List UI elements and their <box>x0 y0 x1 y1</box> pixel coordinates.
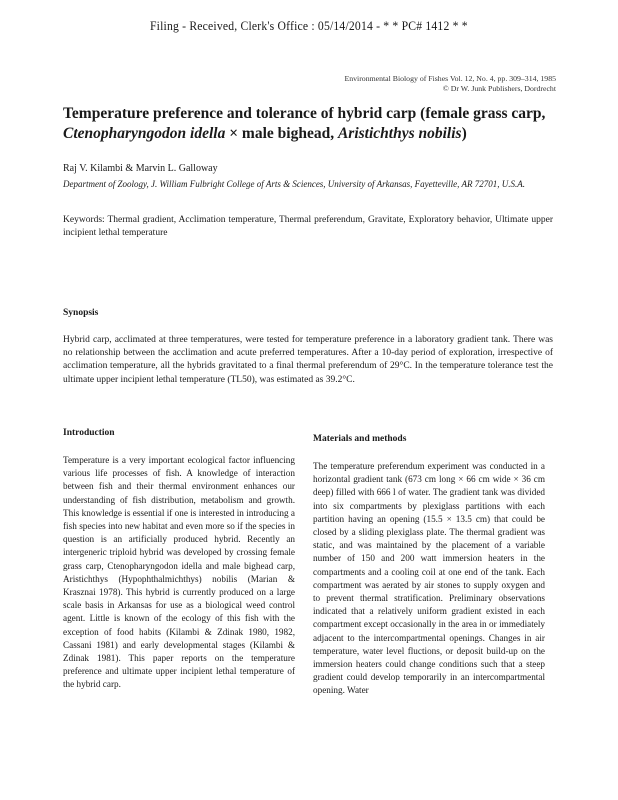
introduction-text: Temperature is a very important ecological factor influencing various life processes of fish. A knowledge of interaction between fish and their thermal environment enhances our understanding of fish distribution, metabolism and growth. This knowledge is essential if one is interested in introducing a fish species into new habitat and even more so if the species in question is an artificially produced hybrid. Recently an intergeneric triploid hybrid was developed by crossing female grass carp, Ctenopharyngodon idella and male bighead carp, Aristichthys (Hypophthalmichthys) nobilis (Marian & Krasznai 1978). This hybrid is currently produced on a large scale basis in Arkansas for use as a biological weed control agent. Little is known of the ecology of this fish with the exception of food habits (Kilambi & Zdinak 1980, 1982, Cassani 1981) and early developmental stages (Kilambi & Zdinak 1981). This paper reports on the temperature preference and ultimate upper incipient lethal temperature of the hybrid carp. <box>63 455 295 690</box>
title-species-male: Aristichthys nobilis <box>337 125 462 142</box>
title-part1: Temperature preference and tolerance of hybrid carp (female grass carp, <box>63 105 546 122</box>
synopsis-heading: Synopsis <box>63 308 99 318</box>
journal-citation: Environmental Biology of Fishes Vol. 12, No. 4, pp. 309–314, 1985 <box>344 74 556 83</box>
methods-text: The temperature preferendum experiment was conducted in a horizontal gradient tank (673 cm long × 66 cm wide × 36 cm deep) filled with 666 l of water. The gradient tank was divided into six compartments by plexiglass partitions with each partition having an opening (15.5 × 13.5 cm) that could be closed by a sliding plexiglass plate. The thermal gradient was static, and was maintained by the placement of a variable number of 150 and 200 watt immersion heaters in the compartments and a cooling coil at one end of the tank. Each compartment was aerated by air stones to supply oxygen and to prevent thermal stratification. Preliminary observations indicated that a relatively uniform gradient existed in each compartment except occasionally in the area in or immediately adjacent to the intercompartmental openings. Changes in air temperature, water level fluctions, or deposit build-up on the immersion heaters could change conditions such that a steep gradient could develop temporarily in an intercompartmental opening. Water <box>313 461 545 696</box>
authors: Raj V. Kilambi & Marvin L. Galloway <box>63 163 218 174</box>
methods-heading: Materials and methods <box>313 434 407 444</box>
introduction-heading: Introduction <box>63 428 115 438</box>
affiliation: Department of Zoology, J. William Fulbright College of Arts & Sciences, University of Arkansas, Fayetteville, AR 72701, U.S.A. <box>63 179 525 189</box>
title-species-female: Ctenopharyngodon idella <box>63 125 226 142</box>
paper-title <box>63 104 553 144</box>
journal-publisher: © Dr W. Junk Publishers, Dordrecht <box>442 84 556 93</box>
filing-stamp: Filing - Received, Clerk's Office : 05/14/2014 - * * PC# 1412 * * <box>150 18 468 33</box>
synopsis-text: Hybrid carp, acclimated at three temperatures, were tested for temperature preference in a laboratory gradient tank. There was no relationship between the acclimation and acute preferred temperatures. After a 10-day period of exploration, irrespective of acclimation temperature, all the hybrids gravitated to a final thermal preferendum of 29°C. In the temperature tolerance test the ultimate upper incipient lethal temperature (TL50), was estimated as 39.2°C. <box>63 335 553 385</box>
title-close: ) <box>461 125 467 142</box>
journal-header <box>310 74 556 94</box>
keywords: Keywords: Thermal gradient, Acclimation temperature, Thermal preferendum, Gravitate, Exploratory behavior, Ultimate upper incipient lethal temperature <box>63 215 553 238</box>
title-times: × male bighead, <box>225 125 338 142</box>
